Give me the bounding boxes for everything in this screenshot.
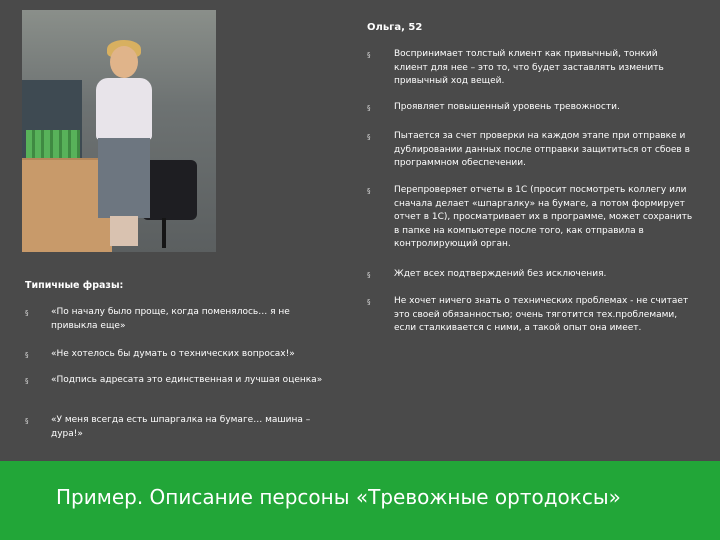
trait-text: Ждет всех подтверждений без исключения. — [394, 269, 607, 279]
trait-text: Проявляет повышенный уровень тревожности. — [394, 102, 620, 112]
phrase-text: «Не хотелось бы думать о технических вопросах!» — [51, 349, 295, 359]
bullet-icon: § — [367, 133, 371, 141]
bullet-icon: § — [367, 104, 371, 112]
trait-text: Воспринимает толстый клиент как привычный, тонкий клиент для нее – это то, что будет заставлять изменить привычный ход вещей. — [394, 49, 664, 86]
phrases-title: Типичные фразы: — [25, 280, 124, 291]
persona-photo — [22, 10, 216, 252]
bullet-icon: § — [25, 417, 29, 425]
bullet-icon: § — [25, 377, 29, 385]
bullet-icon: § — [367, 187, 371, 195]
phrase-text: «По началу было проще, когда поменялось… я не привыкла еще» — [51, 307, 290, 331]
photo-chair — [142, 160, 197, 220]
phrase-text: «У меня всегда есть шпаргалка на бумаге… машина – дура!» — [51, 415, 311, 439]
photo-person-skirt — [98, 138, 150, 218]
trait-text: Перепроверяет отчеты в 1С (просит посмотреть коллегу или сначала делает «шпаргалку» на бумаге, а потом формирует отчет в 1С), просматривает их в программе, может сохранить в папке на компьютере после того, как отправила в контролирующий орган. — [394, 185, 693, 249]
trait-text: Пытается за счет проверки на каждом этапе при отправке и дублировании данных после отправки защититься от сбоев в программном обеспечении. — [394, 131, 690, 168]
bullet-icon: § — [367, 298, 371, 306]
persona-name: Ольга, 52 — [367, 22, 423, 33]
bullet-icon: § — [25, 309, 29, 317]
trait-text: Не хочет ничего знать о технических проблемах - не считает это своей обязанностью; очень тяготится тех.проблемами, если сталкивается с ними, а такой опыт она имеет. — [394, 296, 689, 333]
photo-person-legs — [110, 216, 138, 246]
bullet-icon: § — [367, 51, 371, 59]
footer-title: Пример. Описание персоны «Тревожные ортодоксы» — [56, 485, 621, 509]
photo-chair-leg — [162, 218, 166, 248]
footer-banner — [0, 461, 720, 540]
phrase-text: «Подпись адресата это единственная и лучшая оценка» — [51, 375, 323, 385]
bullet-icon: § — [25, 351, 29, 359]
photo-person-top — [96, 78, 152, 140]
bullet-icon: § — [367, 271, 371, 279]
photo-person-head — [110, 46, 138, 78]
